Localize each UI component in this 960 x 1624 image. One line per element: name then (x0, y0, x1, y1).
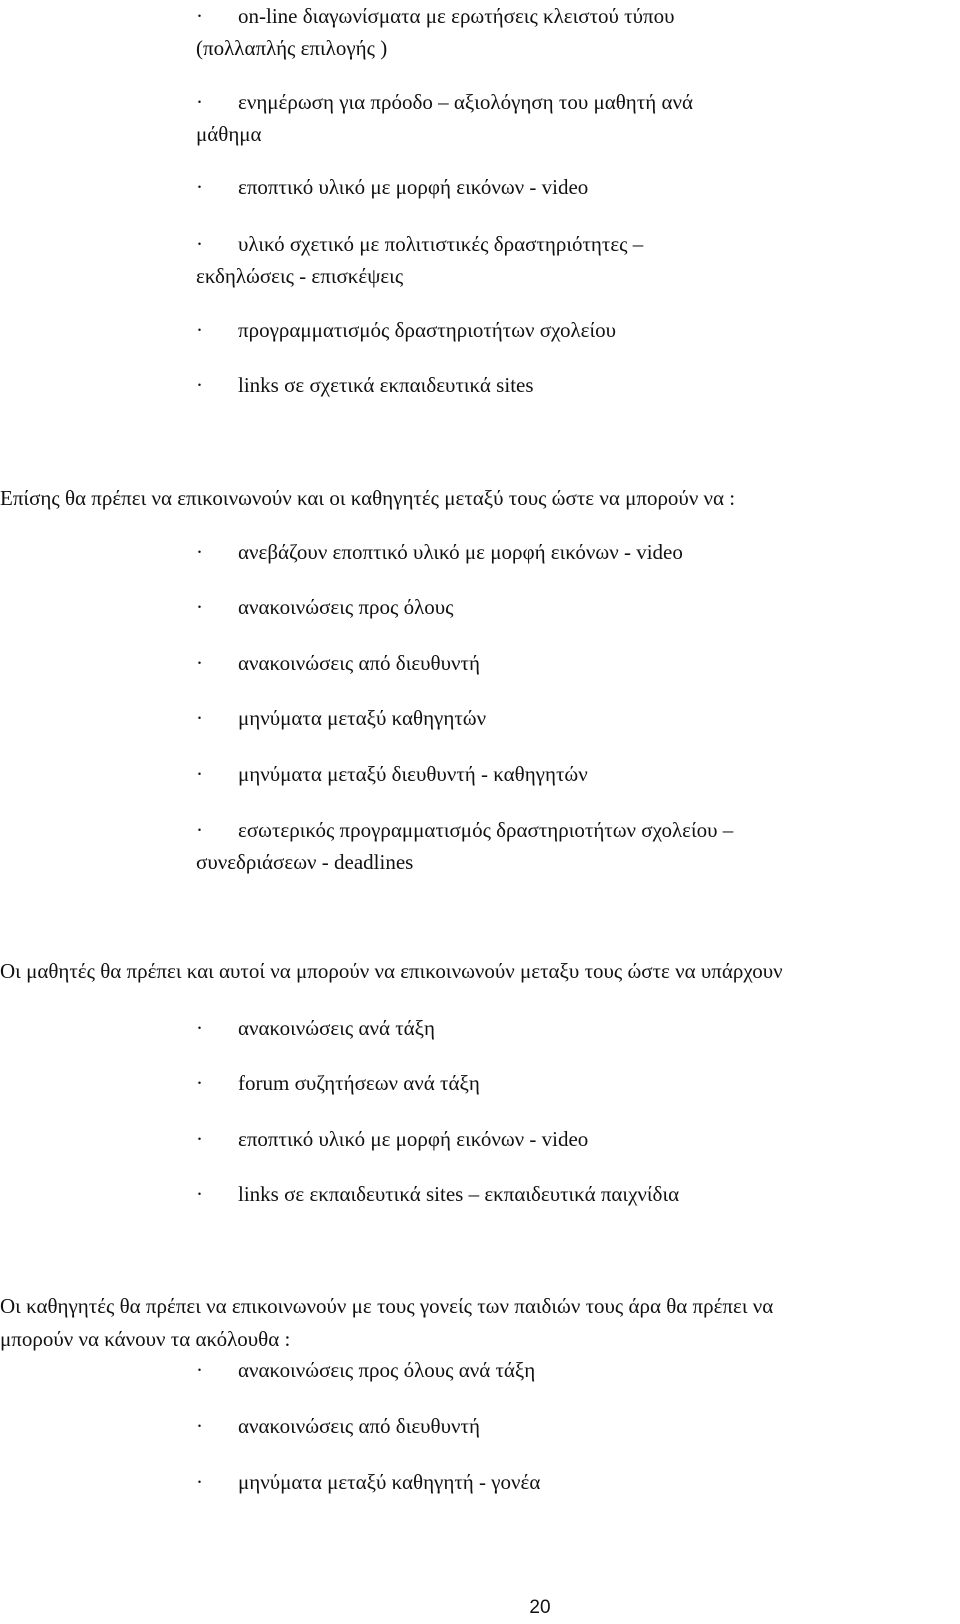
bullet-dot: · (196, 651, 203, 675)
list-item (196, 228, 936, 292)
list-item-continuation: (πολλαπλής επιλογής ) (196, 36, 388, 60)
bullet-dot: · (196, 595, 203, 619)
list-item (196, 1067, 936, 1099)
paragraph-text: Επίσης θα πρέπει να επικοινωνούν και οι καθηγητές μεταξύ τους ώστε να μπορούν να : (0, 486, 736, 510)
list-item (196, 1178, 936, 1210)
bullet-dot: · (196, 1127, 203, 1151)
list-item (196, 1012, 936, 1044)
list-item (196, 1410, 936, 1442)
list-item-continuation: εκδηλώσεις - επισκέψεις (196, 264, 404, 288)
list-item-text: ανακοινώσεις προς όλους (238, 595, 454, 619)
list-item-text: υλικό σχετικό με πολιτιστικές δραστηριότητες – (238, 232, 644, 256)
paragraph-text: Οι μαθητές θα πρέπει και αυτοί να μπορούν να επικοινωνούν μεταξυ τους ώστε να υπάρχουν (0, 959, 783, 983)
list-item (196, 536, 936, 568)
list-item (196, 0, 936, 64)
list-item-text: ανακοινώσεις από διευθυντή (238, 651, 480, 675)
list-item-text: εσωτερικός προγραμματισμός δραστηριοτήτων σχολείου – (238, 818, 734, 842)
bullet-dot: · (196, 762, 203, 786)
list-item (196, 702, 936, 734)
paragraph (0, 482, 955, 515)
list-item (196, 171, 936, 203)
bullet-dot: · (196, 1016, 203, 1040)
bullet-dot: · (196, 818, 203, 842)
list-item (196, 369, 936, 401)
list-item (196, 314, 936, 346)
list-item-text: προγραμματισμός δραστηριοτήτων σχολείου (238, 318, 616, 342)
list-item-text: ανακοινώσεις προς όλους ανά τάξη (238, 1358, 536, 1382)
bullet-dot: · (196, 1470, 203, 1494)
paragraph-continuation: μπορούν να κάνουν τα ακόλουθα : (0, 1327, 291, 1351)
list-item-text: μηνύματα μεταξύ διευθυντή - καθηγητών (238, 762, 588, 786)
list-item-text: on-line διαγωνίσματα με ερωτήσεις κλειστού τύπου (238, 4, 675, 28)
paragraph-text: Οι καθηγητές θα πρέπει να επικοινωνούν με τους γονείς των παιδιών τους άρα θα πρέπει να (0, 1294, 774, 1318)
list-item-text: μηνύματα μεταξύ καθηγητών (238, 706, 487, 730)
list-item (196, 647, 936, 679)
list-item (196, 1466, 936, 1498)
bullet-dot: · (196, 90, 203, 114)
list-item-text: μηνύματα μεταξύ καθηγητή - γονέα (238, 1470, 541, 1494)
list-item-text: ενημέρωση για πρόοδο – αξιολόγηση του μαθητή ανά (238, 90, 693, 114)
bullet-dot: · (196, 540, 203, 564)
paragraph (0, 1290, 955, 1356)
bullet-dot: · (196, 318, 203, 342)
list-item (196, 591, 936, 623)
list-item-text: ανακοινώσεις ανά τάξη (238, 1016, 435, 1040)
bullet-dot: · (196, 706, 203, 730)
paragraph (0, 955, 955, 988)
bullet-dot: · (196, 1414, 203, 1438)
bullet-dot: · (196, 373, 203, 397)
list-item-text: ανεβάζουν εποπτικό υλικό με μορφή εικόνων - video (238, 540, 683, 564)
list-item (196, 1123, 936, 1155)
bullet-dot: · (196, 1182, 203, 1206)
list-item (196, 1354, 936, 1386)
page-number: 20 (529, 1597, 551, 1618)
list-item (196, 86, 936, 150)
list-item-continuation: συνεδριάσεων - deadlines (196, 850, 414, 874)
list-item-text: links σε σχετικά εκπαιδευτικά sites (238, 373, 534, 397)
list-item (196, 814, 936, 878)
list-item-text: links σε εκπαιδευτικά sites – εκπαιδευτικά παιχνίδια (238, 1182, 680, 1206)
bullet-dot: · (196, 4, 203, 28)
list-item-text: εποπτικό υλικό με μορφή εικόνων - video (238, 1127, 589, 1151)
list-item-continuation: μάθημα (196, 122, 262, 146)
bullet-dot: · (196, 1358, 203, 1382)
bullet-dot: · (196, 232, 203, 256)
list-item-text: ανακοινώσεις από διευθυντή (238, 1414, 480, 1438)
list-item (196, 758, 936, 790)
bullet-dot: · (196, 1071, 203, 1095)
list-item-text: forum συζητήσεων ανά τάξη (238, 1071, 480, 1095)
list-item-text: εποπτικό υλικό με μορφή εικόνων - video (238, 175, 589, 199)
bullet-dot: · (196, 175, 203, 199)
